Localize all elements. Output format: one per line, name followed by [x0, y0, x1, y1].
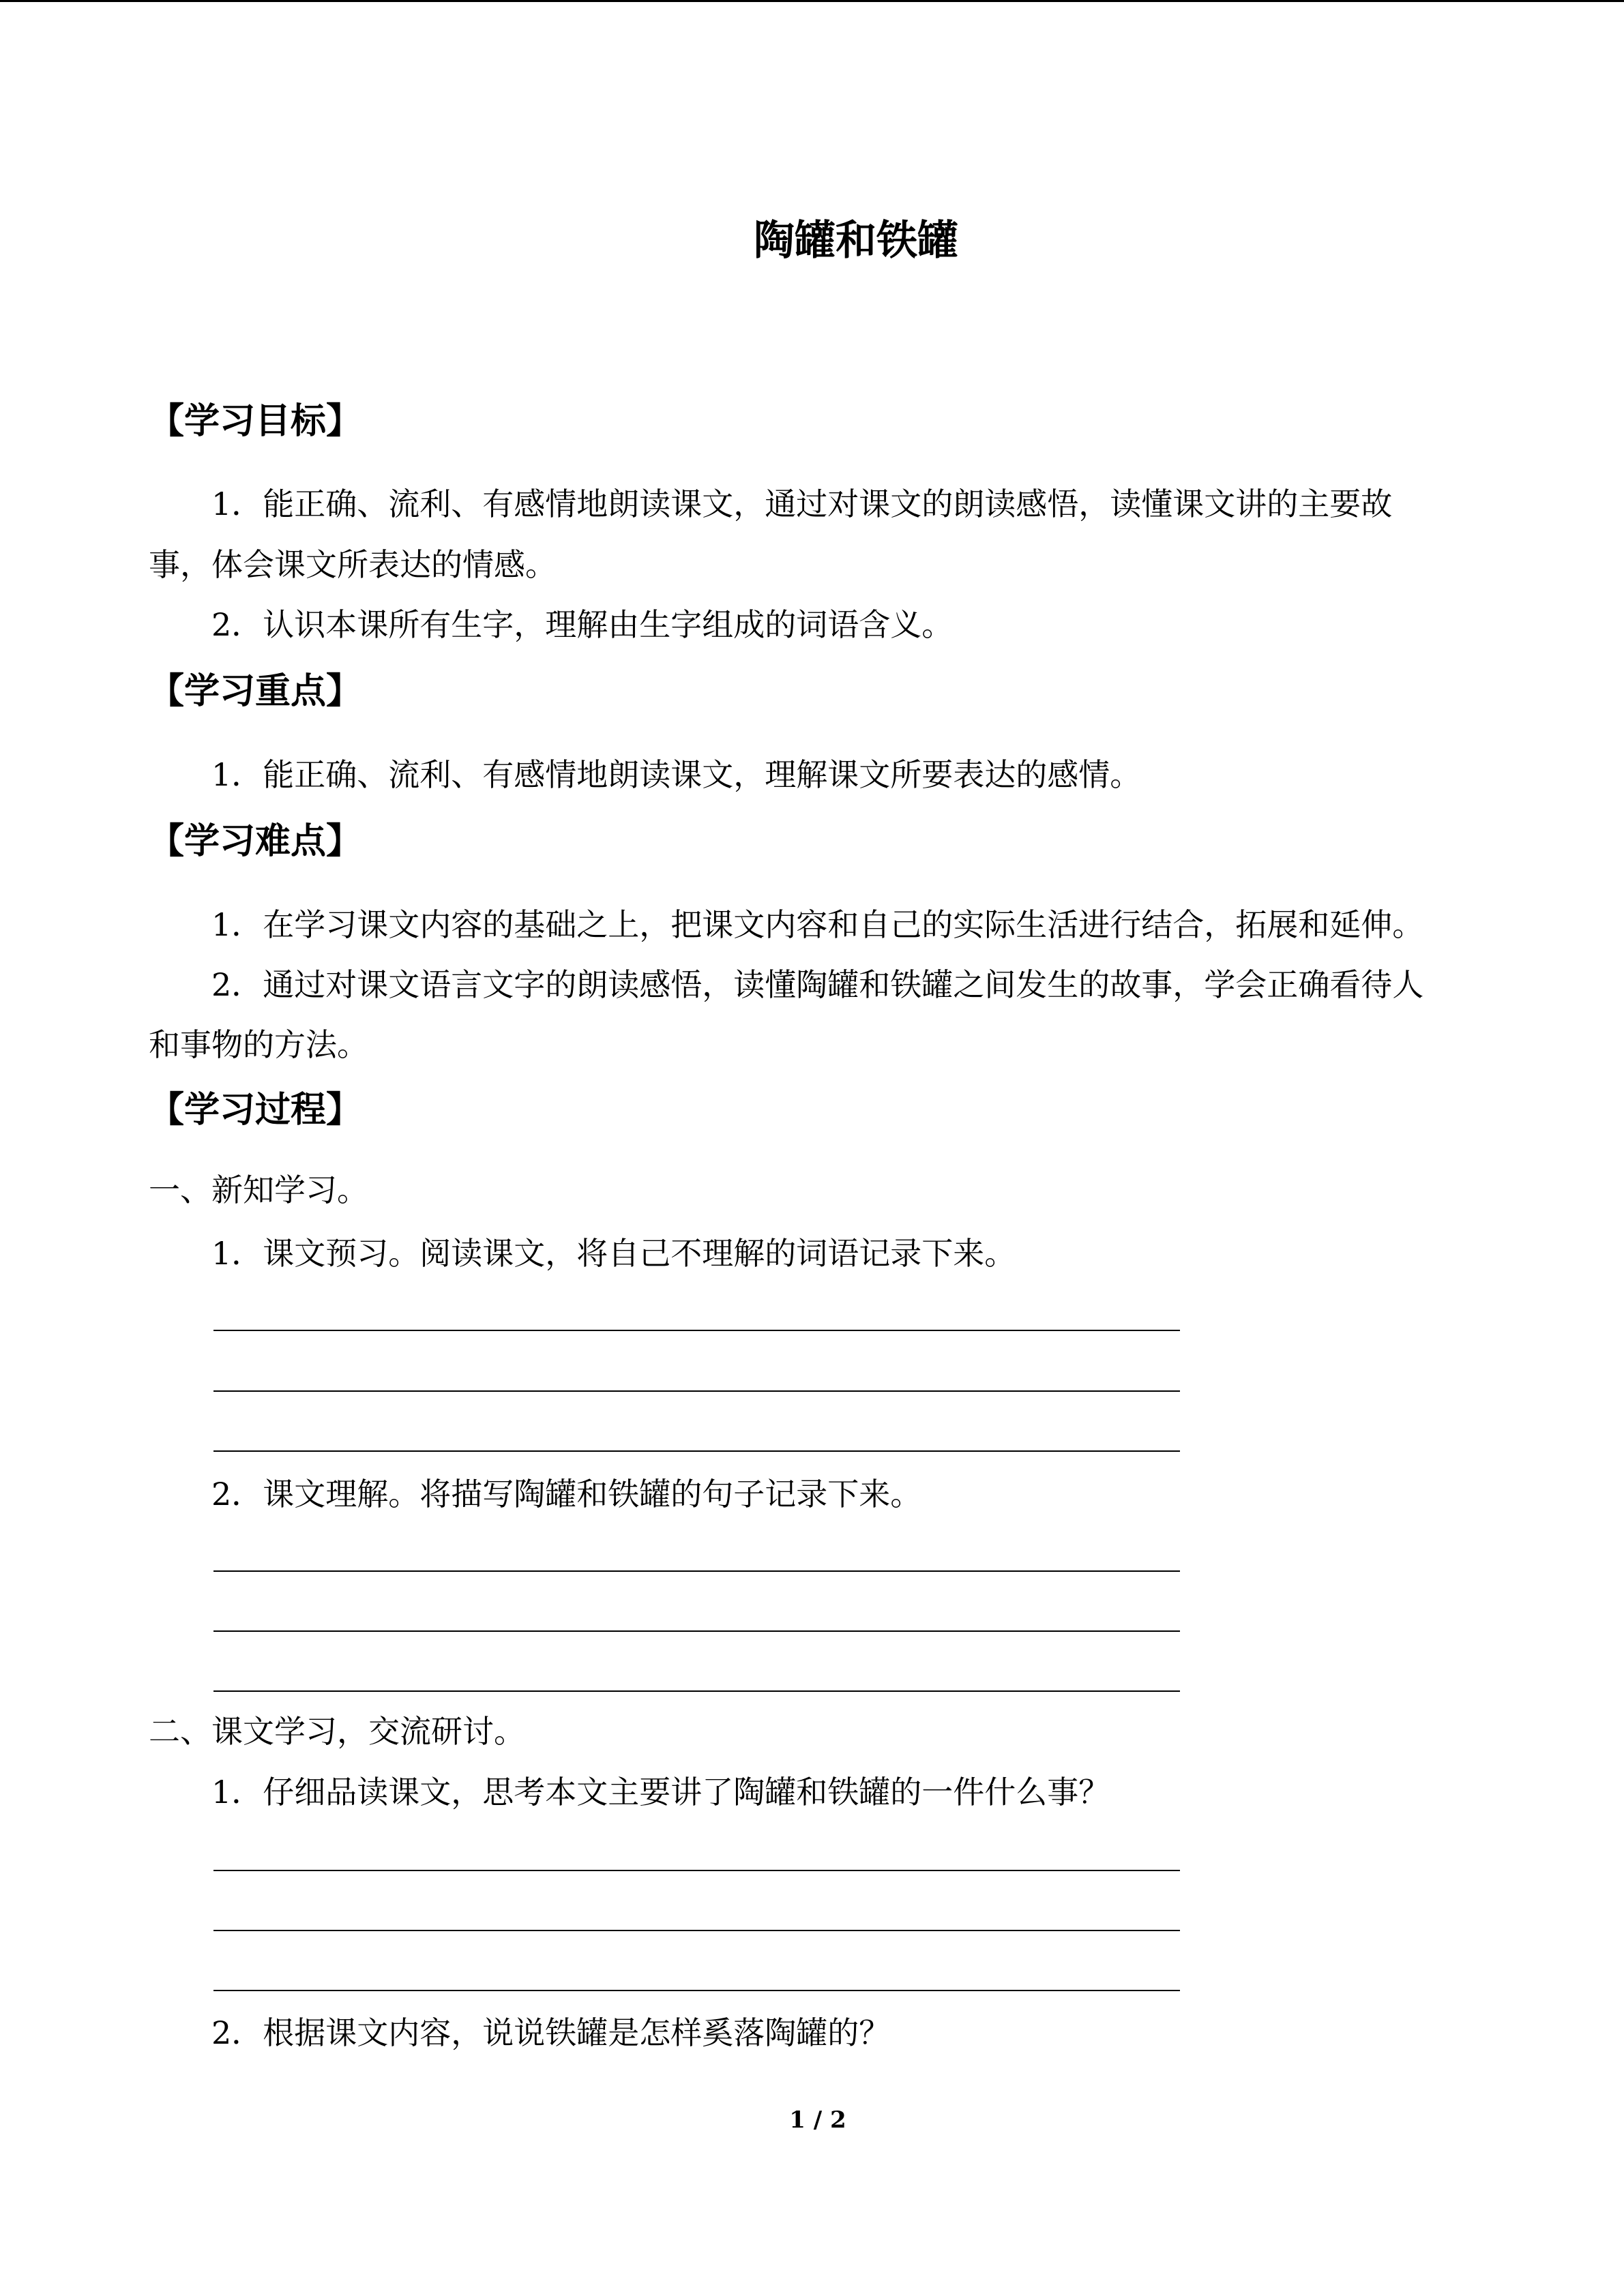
objective-1-line-1: 1．能正确、流利、有感情地朗读课文，通过对课文的朗读感悟，读懂课文讲的主要故	[211, 486, 1393, 522]
answer-line[interactable]	[213, 1390, 1180, 1392]
answer-line[interactable]	[213, 1930, 1180, 1931]
part-1-title: 一、新知学习。	[149, 1172, 368, 1208]
objective-1-line-2: 事，体会课文所表达的情感。	[149, 546, 557, 583]
difficulty-2-line-2: 和事物的方法。	[149, 1026, 368, 1063]
key-point-1: 1．能正确、流利、有感情地朗读课文，理解课文所要表达的感情。	[211, 756, 1142, 793]
answer-line[interactable]	[213, 1450, 1180, 1452]
answer-line[interactable]	[213, 1330, 1180, 1331]
part-2-title: 二、课文学习，交流研讨。	[149, 1713, 525, 1750]
part-2-question-1: 1．仔细品读课文，思考本文主要讲了陶罐和铁罐的一件什么事？	[211, 1774, 1110, 1810]
answer-line[interactable]	[213, 1990, 1180, 1991]
process-heading: 【学习过程】	[149, 1090, 362, 1131]
part-1-question-2: 2．课文理解。将描写陶罐和铁罐的句子记录下来。	[211, 1476, 922, 1512]
answer-line[interactable]	[213, 1570, 1180, 1572]
part-2-question-2: 2．根据课文内容，说说铁罐是怎样奚落陶罐的？	[211, 2014, 891, 2051]
difficulty-2-line-1: 2．通过对课文语言文字的朗读感悟，读懂陶罐和铁罐之间发生的故事，学会正确看待人	[211, 966, 1424, 1003]
objective-2: 2．认识本课所有生字，理解由生字组成的词语含义。	[211, 606, 954, 643]
page-number: 1 / 2	[789, 2106, 846, 2134]
key-points-heading: 【学习重点】	[149, 671, 362, 712]
answer-line[interactable]	[213, 1630, 1180, 1632]
objectives-heading: 【学习目标】	[149, 401, 362, 442]
difficulty-1: 1．在学习课文内容的基础之上，把课文内容和自己的实际生活进行结合，拓展和延伸。	[211, 906, 1424, 943]
answer-line[interactable]	[213, 1870, 1180, 1871]
document-title: 陶罐和铁罐	[754, 217, 958, 265]
answer-line[interactable]	[213, 1690, 1180, 1692]
difficulties-heading: 【学习难点】	[149, 821, 362, 862]
part-1-question-1: 1．课文预习。阅读课文，将自己不理解的词语记录下来。	[211, 1235, 1016, 1272]
